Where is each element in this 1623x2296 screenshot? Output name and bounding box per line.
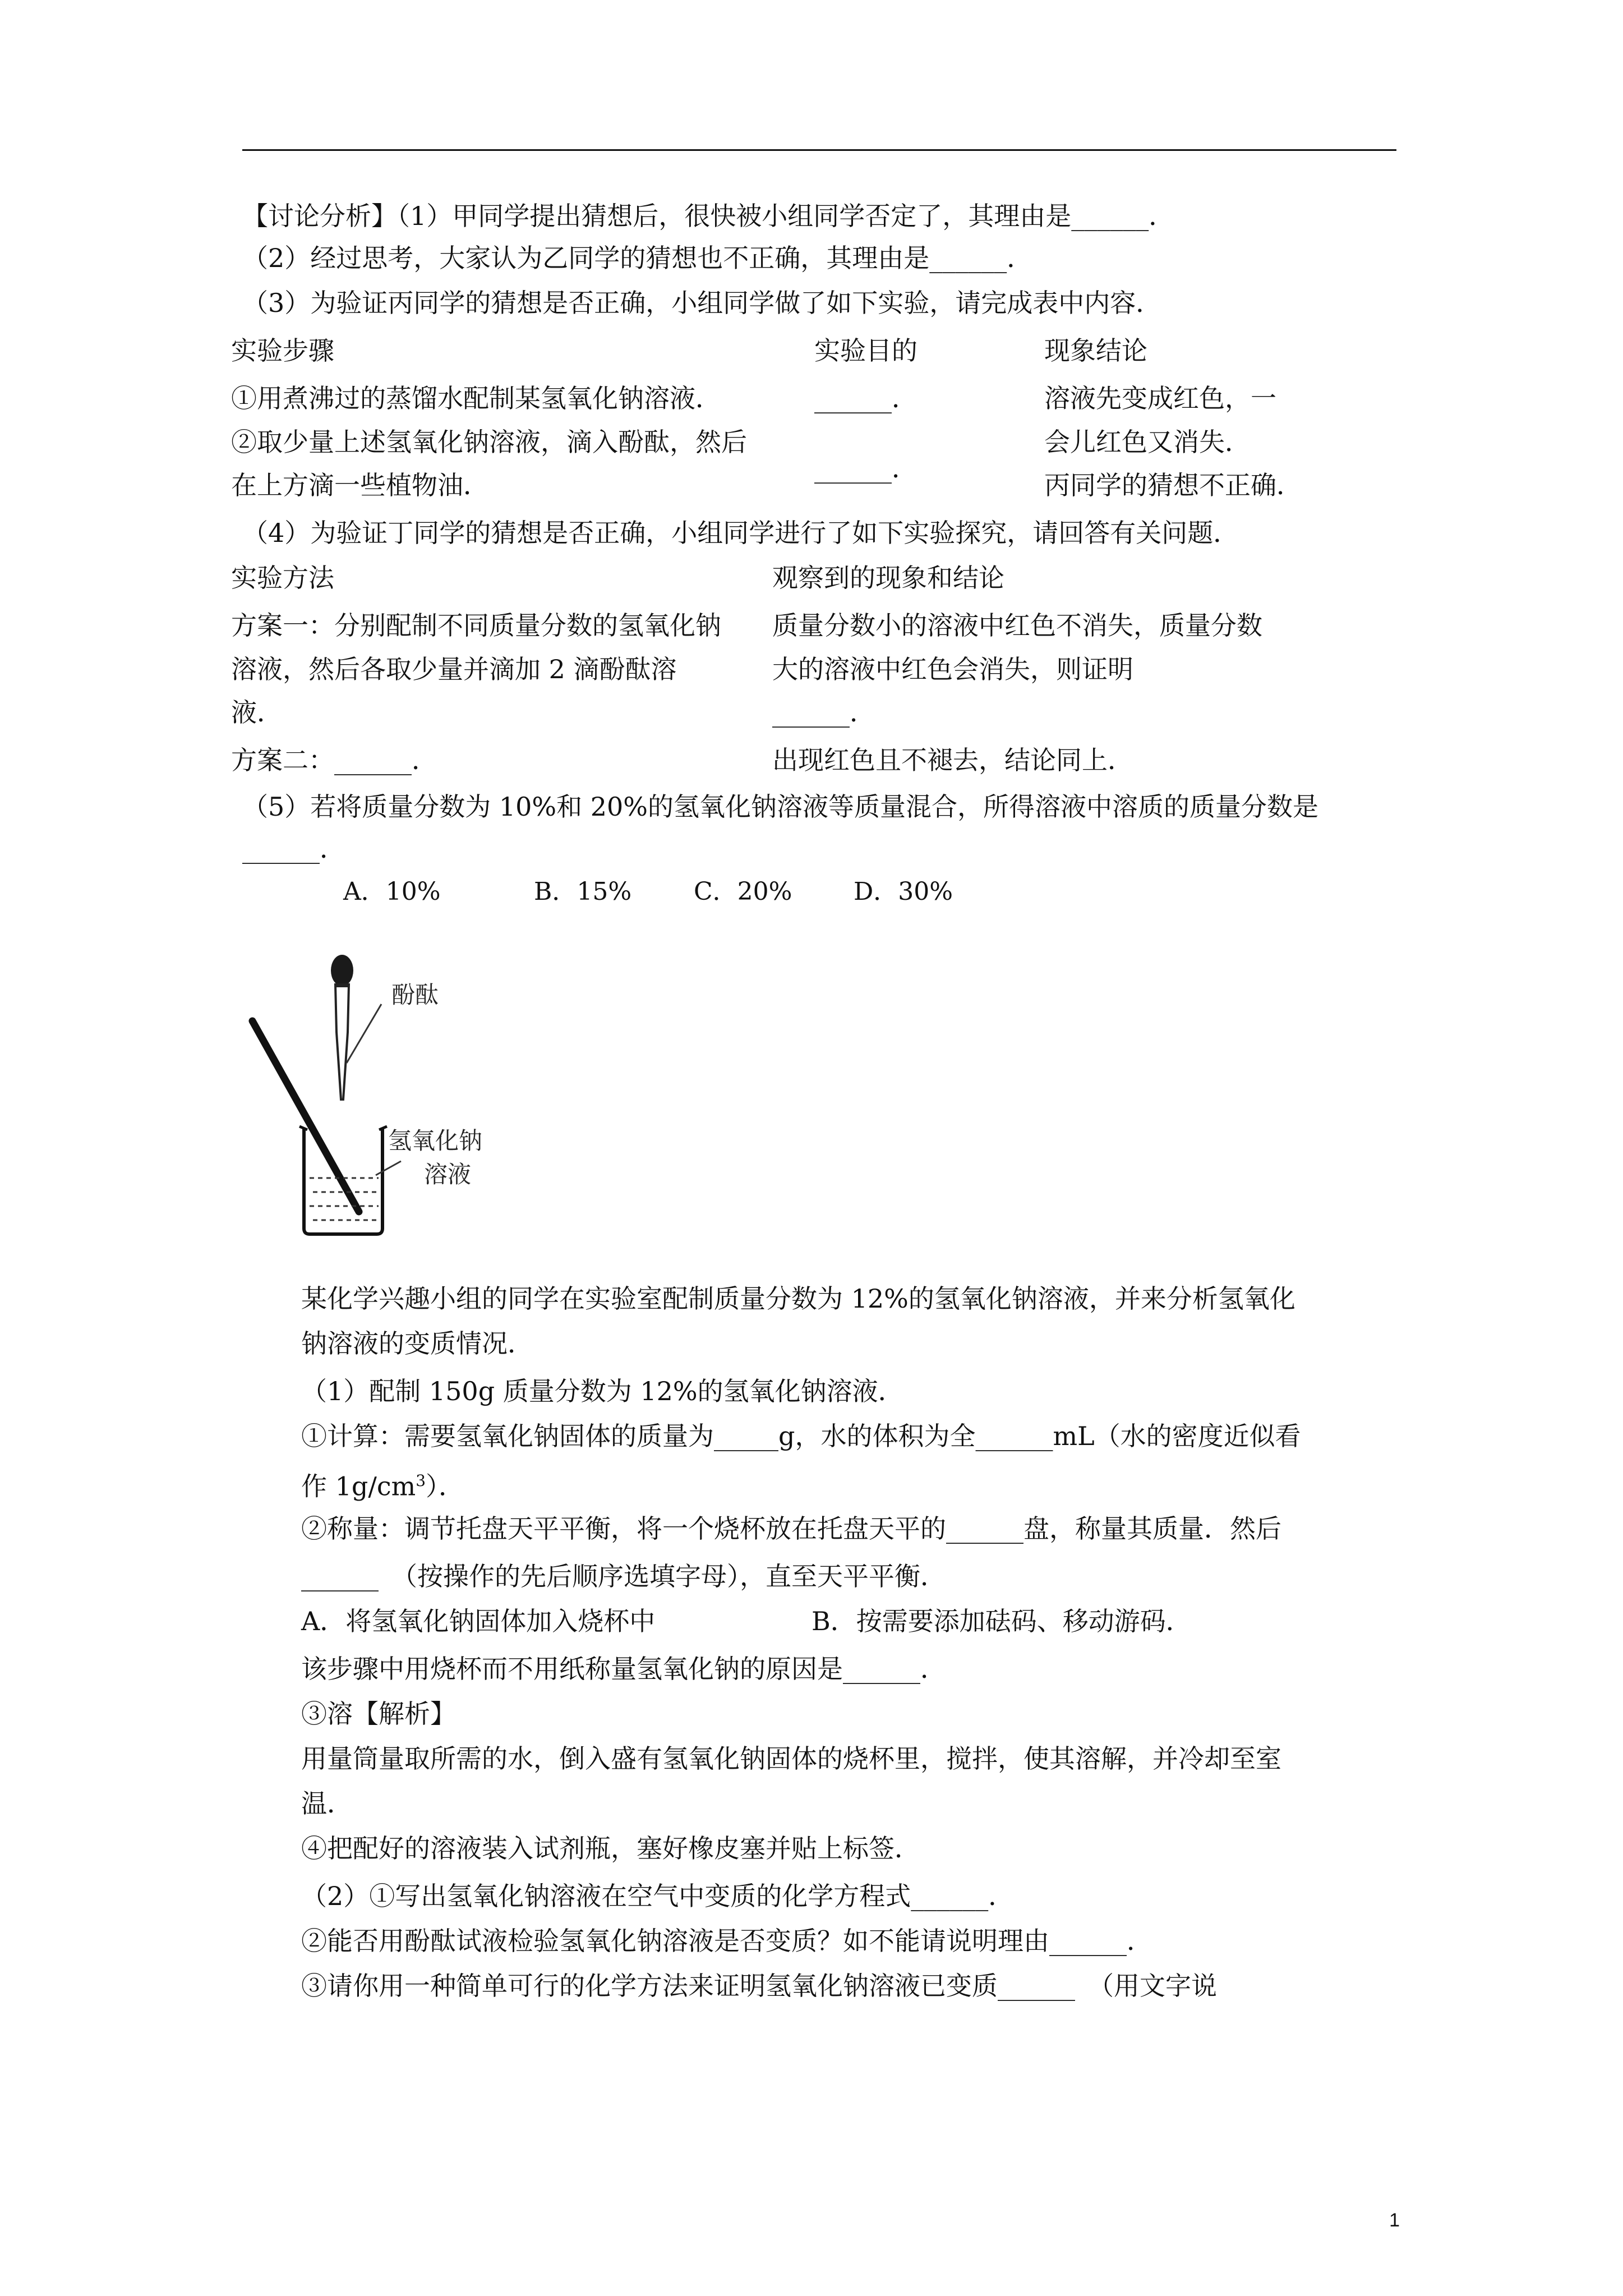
dropper-bulb	[331, 955, 353, 986]
part2-weigh-line: ______ （按操作的先后顺序选填字母），直至天平平衡．	[301, 1561, 946, 1591]
table2-header-result: 观察到的现象和结论	[772, 563, 1004, 593]
part2-dissolve-line: 温．	[301, 1788, 353, 1819]
table2-plan1-result-line: 质量分数小的溶液中红色不消失，质量分数	[772, 610, 1262, 641]
part2-calc-line: 作 $1g/cm^3$）．	[301, 1471, 465, 1502]
table1-header-step: 实验步骤	[231, 335, 334, 366]
table1-result-line: 溶液先变成红色，一	[1044, 383, 1276, 413]
table1-header-purpose: 实验目的	[814, 335, 917, 366]
table1-step-line: 在上方滴一些植物油．	[231, 470, 489, 500]
label-solution-line2: 溶液	[424, 1161, 472, 1188]
table1-purpose-blank: ______．	[814, 383, 917, 413]
part2-q1: （1）配制 150g 质量分数为 12%的氢氧化钠溶液．	[301, 1376, 904, 1406]
discussion-label: 【讨论分析】	[242, 201, 397, 231]
table1-header-result: 现象结论	[1044, 335, 1147, 366]
table2-plan1-line: 溶液，然后各取少量并滴加 2 滴酚酞溶	[231, 654, 677, 684]
dropper-tube	[335, 984, 349, 1099]
label-indicator: 酚酞	[391, 981, 439, 1009]
table2-plan1-result-line: 大的溶液中红色会消失，则证明	[772, 654, 1133, 684]
part2-dissolve-line: 用量筒量取所需的水，倒入盛有氢氧化钠固体的烧杯里，搅拌，使其溶解，并冷却至室	[301, 1743, 1281, 1774]
option-c: C．20%	[694, 877, 792, 906]
experiment-figure	[241, 954, 555, 1245]
table1-purpose-blank: ______．	[814, 453, 917, 484]
table2-header-method: 实验方法	[231, 563, 334, 593]
table1-result-line: 会儿红色又消失．	[1044, 427, 1251, 457]
table2-plan2-result: 出现红色且不褪去，结论同上．	[772, 745, 1133, 775]
beaker-dropper-illustration	[241, 954, 555, 1245]
label-solution-line1: 氢氧化钠	[388, 1127, 483, 1154]
discussion-q1: 【讨论分析】（1）甲同学提出猜想后，很快被小组同学否定了，其理由是______．	[242, 201, 1175, 231]
part2-q2-2: ②能否用酚酞试液检验氢氧化钠溶液是否变质？如不能请说明理由______．	[301, 1926, 1152, 1956]
header-rule	[242, 149, 1396, 151]
part2-intro-line: 钠溶液的变质情况．	[301, 1328, 533, 1359]
part2-q2-1: （2）①写出氢氧化钠溶液在空气中变质的化学方程式______．	[301, 1881, 1015, 1911]
part2-weigh-line: ②称量：调节托盘天平平衡，将一个烧杯放在托盘天平的______盘，称量其质量．然后	[301, 1513, 1281, 1544]
part2-q2-3: ③请你用一种简单可行的化学方法来证明氢氧化钠溶液已变质______ （用文字说	[301, 1971, 1217, 2001]
option-d: D．30%	[854, 877, 953, 906]
table1-result-line: 丙同学的猜想不正确．	[1044, 470, 1302, 500]
discussion-q5-blank: ______．	[242, 834, 345, 864]
part2-store: ④把配好的溶液装入试剂瓶，塞好橡皮塞并贴上标签．	[301, 1833, 920, 1864]
part2-weigh-option-a: A．将氢氧化钠固体加入烧杯中	[301, 1606, 656, 1636]
label-leader-solution	[376, 1161, 401, 1175]
part2-weigh-option-b: B．按需要添加砝码、移动游码．	[811, 1606, 1192, 1636]
part2-calc-line: ①计算：需要氢氧化钠固体的质量为_____g，水的体积为全______mL（水的密度近似看	[301, 1421, 1301, 1451]
table1-step-line: ②取少量上述氢氧化钠溶液，滴入酚酞，然后	[231, 427, 747, 457]
part2-dissolve-title: ③溶【解析】	[301, 1699, 456, 1729]
option-b: B．15%	[534, 877, 632, 906]
part2-intro-line: 某化学兴趣小组的同学在实验室配制质量分数为 12%的氢氧化钠溶液，并来分析氢氧化	[301, 1283, 1295, 1314]
page-number: 1	[1389, 2210, 1400, 2231]
table2-plan1-result-line: ______．	[772, 697, 875, 728]
discussion-q3: （3）为验证丙同学的猜想是否正确，小组同学做了如下实验，请完成表中内容．	[242, 288, 1162, 318]
part2-weigh-reason: 该步骤中用烧杯而不用纸称量氢氧化钠的原因是______．	[301, 1654, 946, 1684]
discussion-q2: （2）经过思考，大家认为乙同学的猜想也不正确，其理由是______．	[242, 243, 1033, 273]
table2-plan2: 方案二：______．	[231, 745, 437, 775]
table1-step-line: ①用煮沸过的蒸馏水配制某氢氧化钠溶液．	[231, 383, 721, 413]
discussion-q5: （5）若将质量分数为 10%和 20%的氢氧化钠溶液等质量混合，所得溶液中溶质的质量分数是	[242, 792, 1318, 822]
discussion-q4: （4）为验证丁同学的猜想是否正确，小组同学进行了如下实验探究，请回答有关问题．	[242, 518, 1239, 548]
table2-plan1-line: 方案一：分别配制不同质量分数的氢氧化钠	[231, 610, 721, 641]
label-leader-indicator	[347, 1004, 381, 1063]
table2-plan1-line: 液．	[231, 697, 283, 728]
option-a: A．10%	[343, 877, 441, 906]
